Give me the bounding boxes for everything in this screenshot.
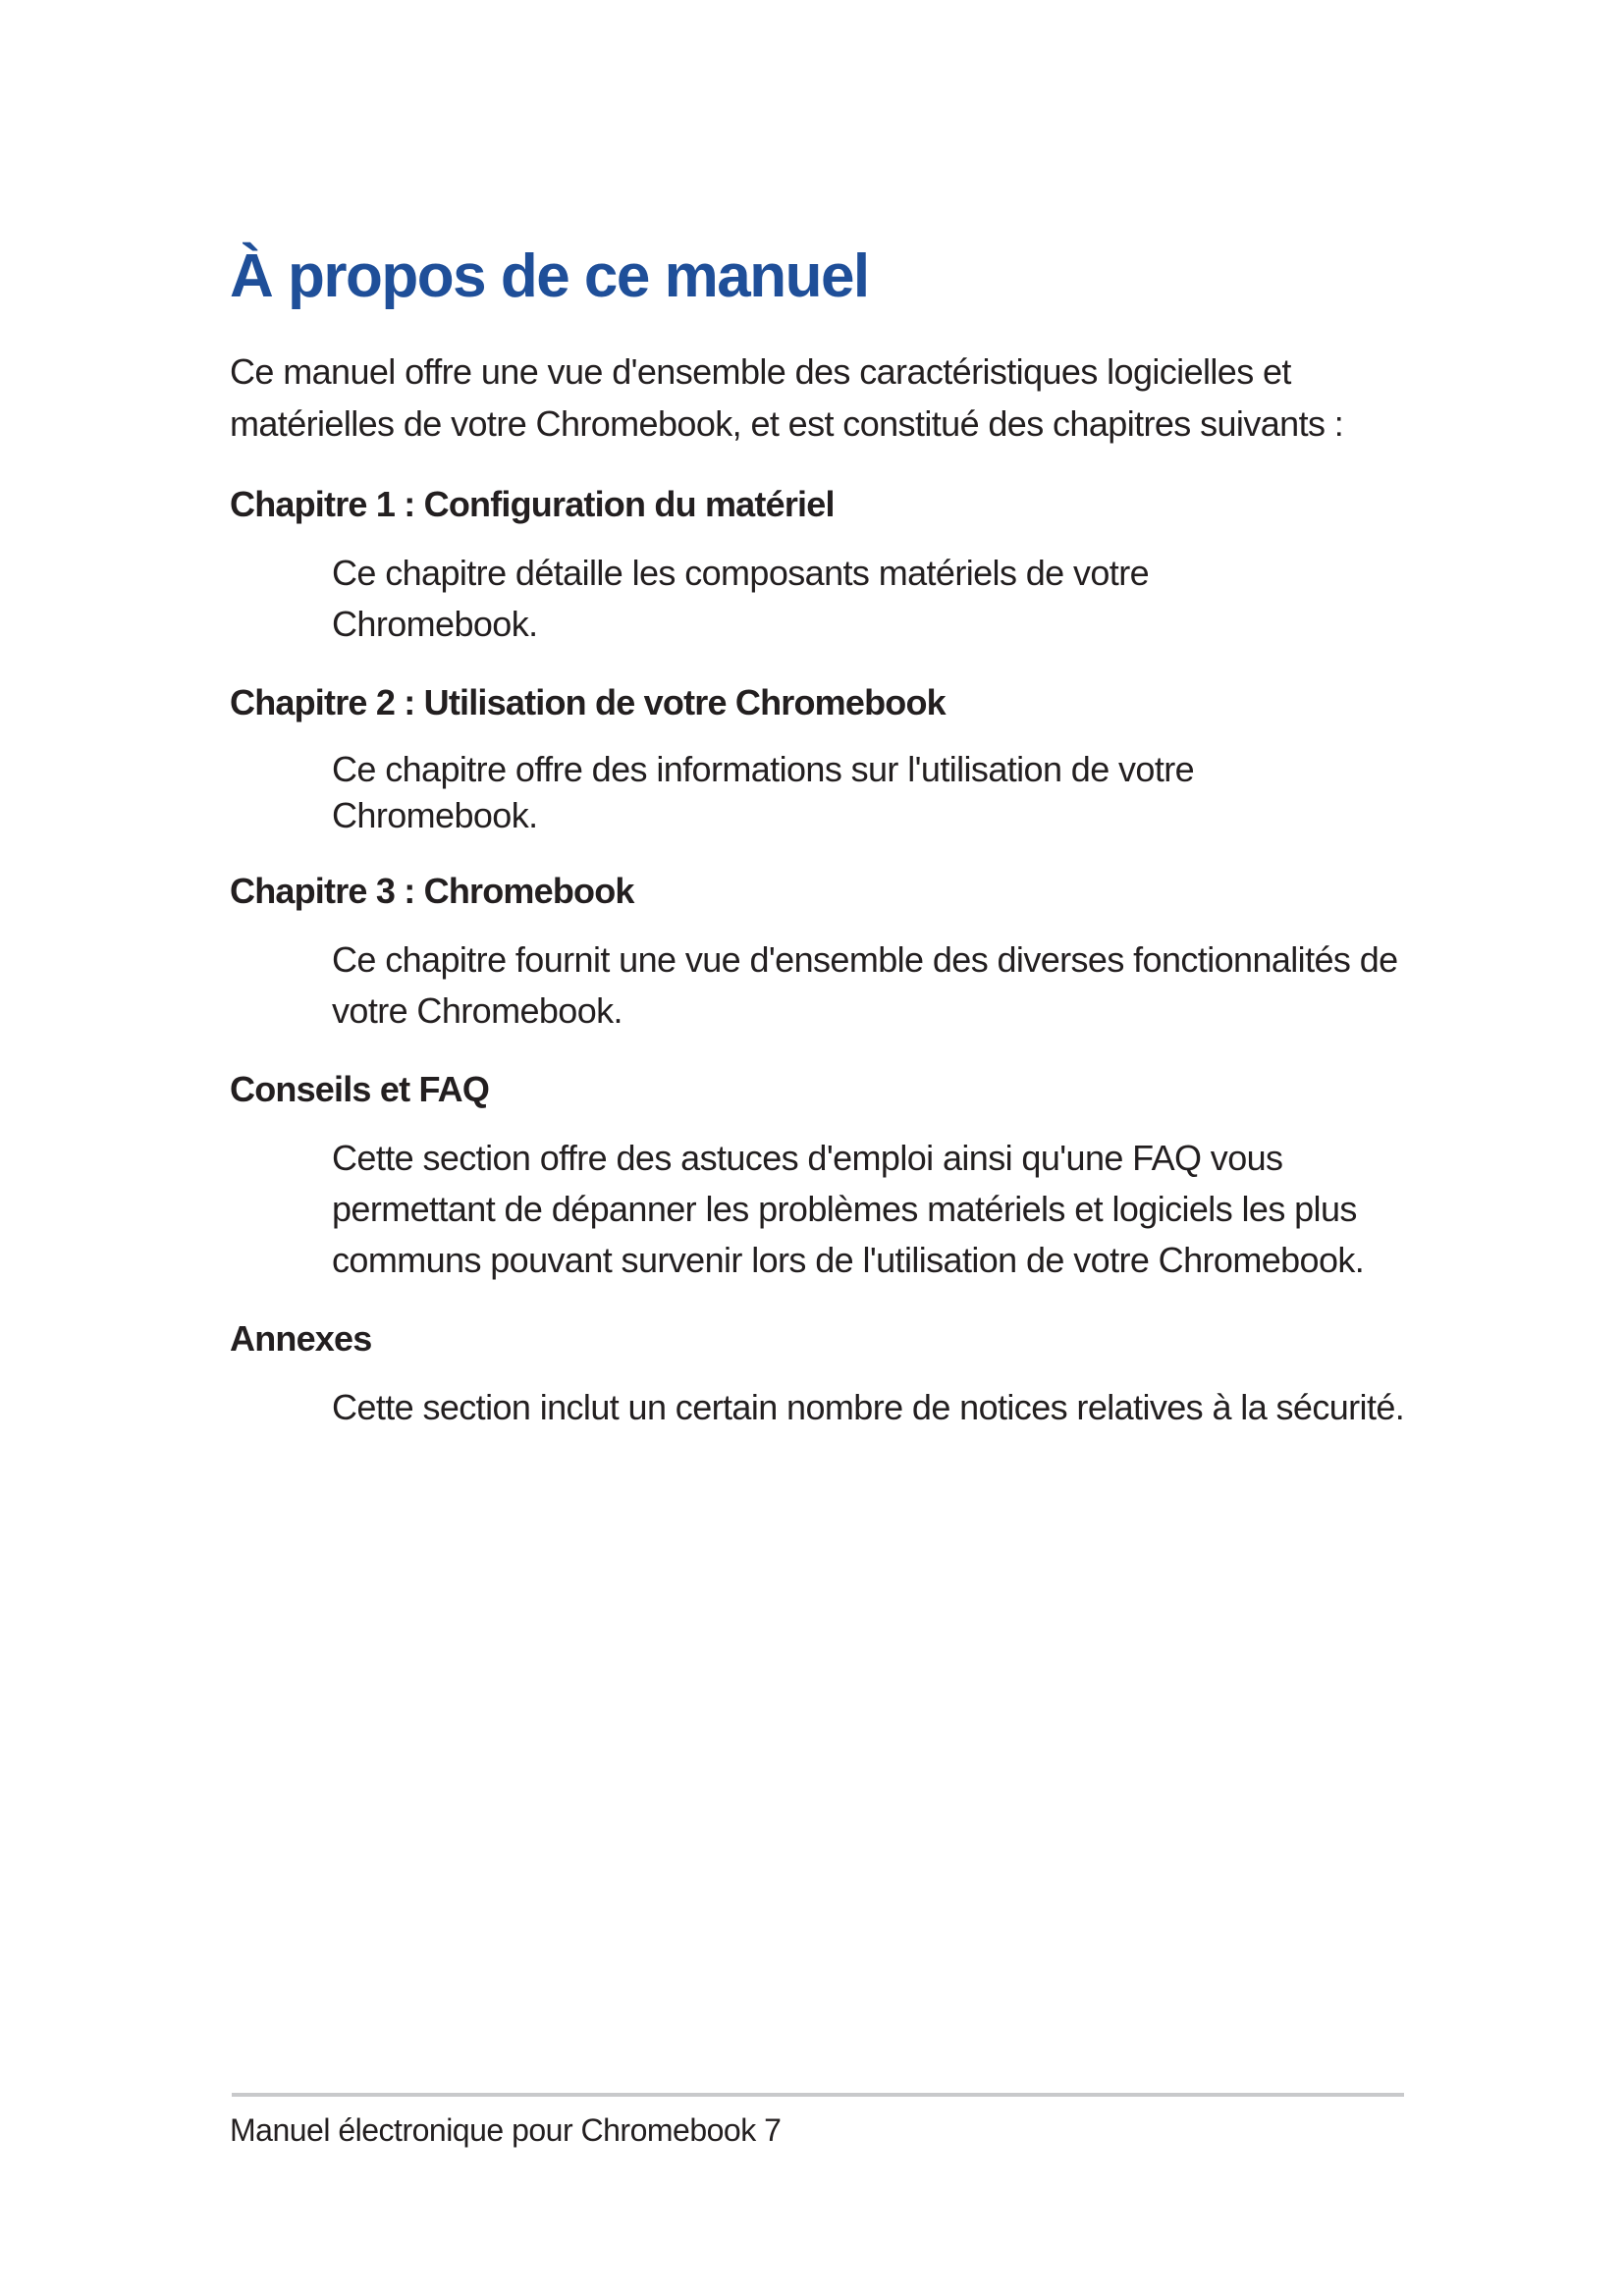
chapter-1-section [230, 479, 1437, 650]
tips-faq-description: Cette section offre des astuces d'emploi ainsi qu'une FAQ vous permettant de dépanner les problèmes matériels et logiciels les plus communs pouvant survenir lors de l'utilisation de votre Chromebook. [332, 1138, 1365, 1280]
page-title: À propos de ce manuel [230, 242, 869, 310]
chapter-2-description: Ce chapitre offre des informations sur l'utilisation de votre Chromebook. [332, 749, 1195, 835]
chapter-list [230, 479, 1437, 1433]
chapter-1-description: Ce chapitre détaille les composants matériels de votre Chromebook. [332, 553, 1150, 644]
chapter-3-section [230, 866, 1437, 1037]
chapter-2-heading: Chapitre 2 : Utilisation de votre Chromebook [230, 682, 946, 722]
chapter-3-description: Ce chapitre fournit une vue d'ensemble des diverses fonctionnalités de votre Chromebook. [332, 939, 1398, 1031]
appendices-description: Cette section inclut un certain nombre de notices relatives à la sécurité. [332, 1387, 1405, 1427]
intro-paragraph: Ce manuel offre une vue d'ensemble des caractéristiques logicielles et matérielles de votre Chromebook, et est constitué des chapitres suivants : [230, 351, 1344, 444]
footer-divider [232, 2093, 1404, 2097]
appendices-section [230, 1313, 1437, 1433]
appendices-heading: Annexes [230, 1318, 372, 1359]
footer-label: Manuel électronique pour Chromebook 7 [230, 2112, 782, 2148]
chapter-2-section [230, 677, 1437, 838]
chapter-1-heading: Chapitre 1 : Configuration du matériel [230, 484, 835, 524]
tips-faq-section [230, 1064, 1437, 1286]
chapter-3-heading: Chapitre 3 : Chromebook [230, 871, 634, 911]
tips-faq-heading: Conseils et FAQ [230, 1069, 490, 1109]
